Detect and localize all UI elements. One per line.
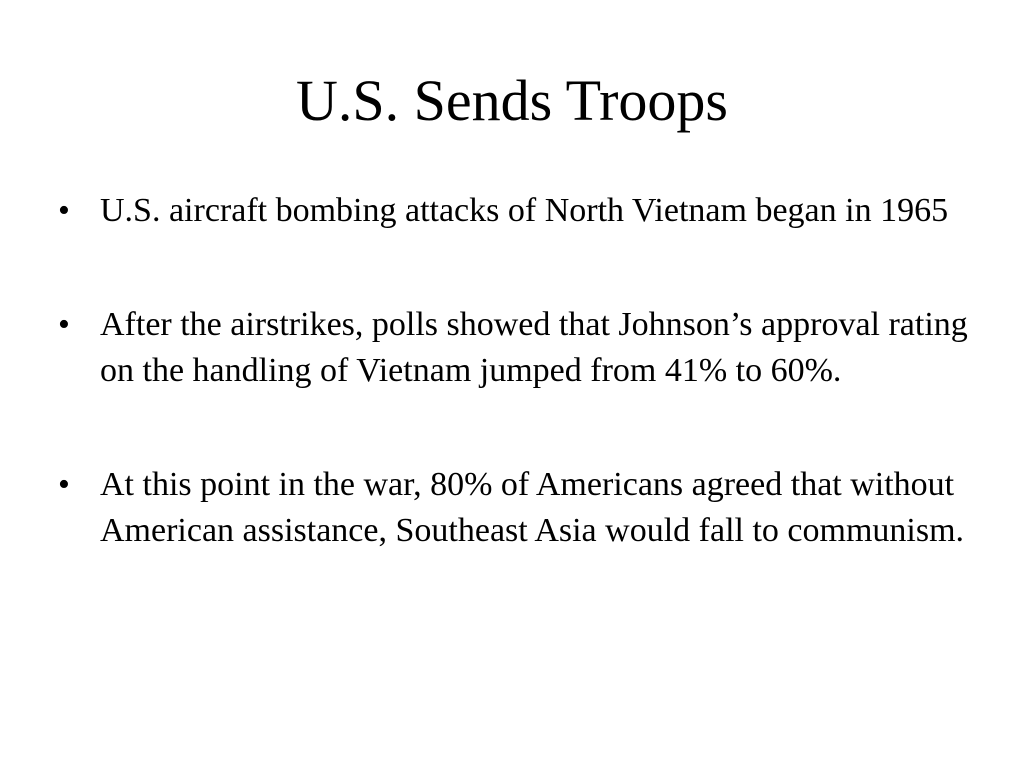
bullet-marker: • bbox=[58, 306, 70, 343]
bullet-marker: • bbox=[58, 466, 70, 503]
bullet-item bbox=[58, 462, 988, 554]
bullet-marker: • bbox=[58, 192, 70, 229]
bullet-text: After the airstrikes, polls showed that Johnson’s approval rating on the handling of Vietnam jumped from 41% to 60%. bbox=[100, 306, 968, 389]
bullet-text: U.S. aircraft bombing attacks of North Vietnam began in 1965 bbox=[100, 192, 949, 229]
bullet-item bbox=[58, 302, 988, 394]
bullet-item bbox=[58, 188, 988, 234]
slide-title: U.S. Sends Troops bbox=[296, 68, 728, 133]
bullet-list bbox=[58, 188, 988, 554]
bullet-text: At this point in the war, 80% of Americans agreed that without American assistance, Southeast Asia would fall to communism. bbox=[100, 466, 965, 549]
